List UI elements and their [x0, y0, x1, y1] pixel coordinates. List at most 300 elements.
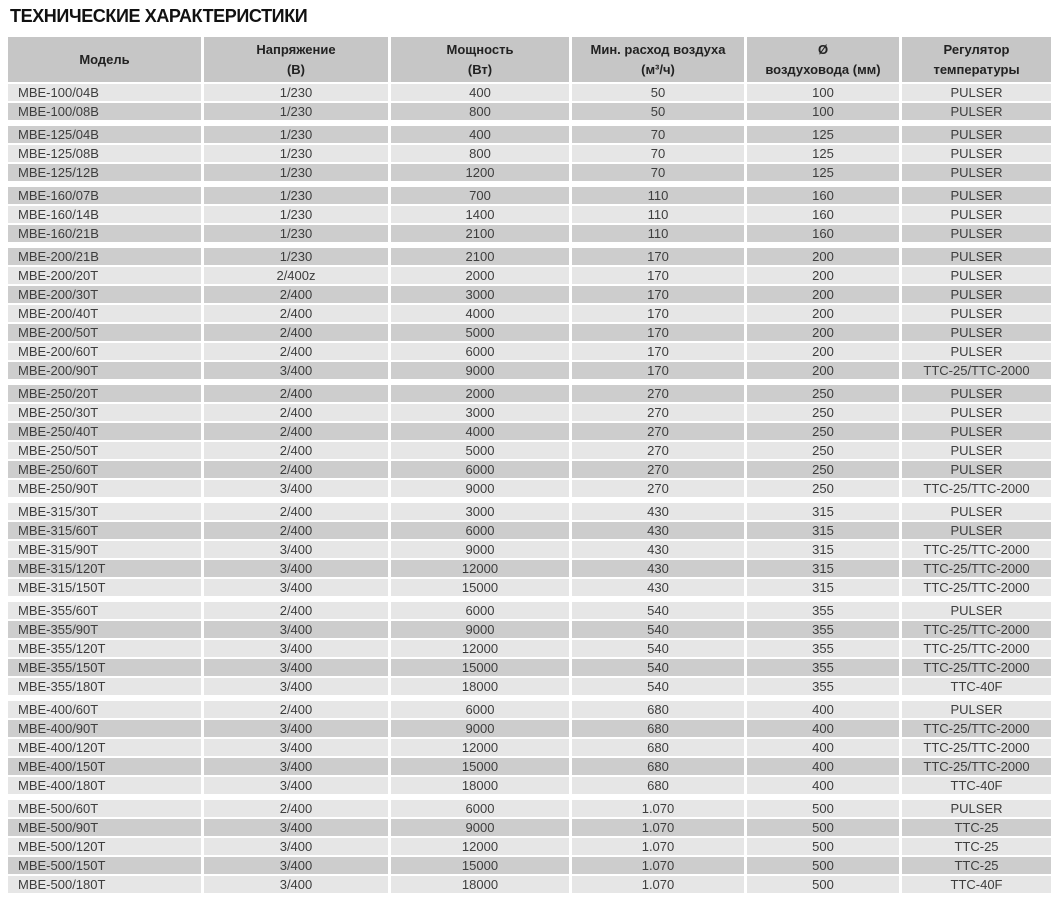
cell-airflow: 50	[572, 103, 747, 122]
cell-regulator: TTC-40F	[902, 678, 1051, 697]
cell-airflow: 270	[572, 423, 747, 442]
column-header-line: Напряжение	[256, 41, 336, 57]
cell-power: 4000	[391, 423, 572, 442]
cell-regulator: TTC-25/TTC-2000	[902, 541, 1051, 560]
cell-model: MBE-250/50T	[8, 442, 204, 461]
cell-model: MBE-400/60T	[8, 701, 204, 720]
cell-airflow: 540	[572, 640, 747, 659]
cell-duct-diameter: 355	[747, 602, 902, 621]
cell-voltage: 1/230	[204, 164, 391, 183]
cell-power: 9000	[391, 621, 572, 640]
cell-airflow: 170	[572, 362, 747, 381]
cell-duct-diameter: 200	[747, 362, 902, 381]
cell-duct-diameter: 125	[747, 164, 902, 183]
cell-voltage: 3/400	[204, 621, 391, 640]
cell-power: 6000	[391, 800, 572, 819]
table-row	[8, 145, 1051, 164]
table-row	[8, 103, 1051, 122]
cell-power: 6000	[391, 602, 572, 621]
cell-duct-diameter: 250	[747, 480, 902, 499]
cell-duct-diameter: 400	[747, 758, 902, 777]
cell-voltage: 3/400	[204, 838, 391, 857]
column-header-voltage	[204, 37, 391, 84]
cell-regulator: TTC-25/TTC-2000	[902, 579, 1051, 598]
table-row	[8, 579, 1051, 598]
cell-voltage: 3/400	[204, 739, 391, 758]
cell-voltage: 1/230	[204, 206, 391, 225]
cell-airflow: 270	[572, 461, 747, 480]
table-row	[8, 838, 1051, 857]
cell-regulator: TTC-25/TTC-2000	[902, 739, 1051, 758]
cell-power: 18000	[391, 678, 572, 697]
cell-regulator: TTC-40F	[902, 777, 1051, 796]
table-row	[8, 461, 1051, 480]
cell-duct-diameter: 500	[747, 819, 902, 838]
cell-model: MBE-400/180T	[8, 777, 204, 796]
cell-model: MBE-400/150T	[8, 758, 204, 777]
cell-voltage: 3/400	[204, 876, 391, 895]
cell-airflow: 430	[572, 522, 747, 541]
column-header-line: (В)	[286, 61, 306, 77]
cell-airflow: 1.070	[572, 819, 747, 838]
cell-model: MBE-355/90T	[8, 621, 204, 640]
cell-model: MBE-500/90T	[8, 819, 204, 838]
table-row	[8, 206, 1051, 225]
cell-airflow: 540	[572, 659, 747, 678]
cell-regulator: PULSER	[902, 126, 1051, 145]
cell-voltage: 2/400	[204, 343, 391, 362]
cell-model: MBE-160/07B	[8, 187, 204, 206]
cell-duct-diameter: 200	[747, 305, 902, 324]
table-row	[8, 343, 1051, 362]
cell-regulator: PULSER	[902, 800, 1051, 819]
cell-regulator: PULSER	[902, 442, 1051, 461]
table-row	[8, 442, 1051, 461]
cell-airflow: 540	[572, 602, 747, 621]
page-title: ТЕХНИЧЕСКИЕ ХАРАКТЕРИСТИКИ	[10, 6, 308, 26]
cell-model: MBE-315/150T	[8, 579, 204, 598]
cell-regulator: PULSER	[902, 461, 1051, 480]
cell-voltage: 1/230	[204, 187, 391, 206]
table-row	[8, 678, 1051, 697]
table-row	[8, 522, 1051, 541]
cell-duct-diameter: 500	[747, 876, 902, 895]
cell-model: MBE-100/04B	[8, 84, 204, 103]
cell-model: MBE-125/12B	[8, 164, 204, 183]
cell-model: MBE-355/180T	[8, 678, 204, 697]
cell-regulator: TTC-25/TTC-2000	[902, 560, 1051, 579]
cell-airflow: 430	[572, 503, 747, 522]
column-header-duct-diameter	[747, 37, 902, 84]
cell-regulator: PULSER	[902, 164, 1051, 183]
cell-duct-diameter: 200	[747, 248, 902, 267]
cell-regulator: TTC-25/TTC-2000	[902, 621, 1051, 640]
cell-duct-diameter: 250	[747, 404, 902, 423]
cell-airflow: 680	[572, 720, 747, 739]
cell-airflow: 170	[572, 267, 747, 286]
specs-table	[8, 37, 1051, 895]
cell-regulator: PULSER	[902, 187, 1051, 206]
cell-duct-diameter: 400	[747, 739, 902, 758]
cell-power: 9000	[391, 541, 572, 560]
cell-regulator: TTC-25/TTC-2000	[902, 758, 1051, 777]
cell-regulator: PULSER	[902, 324, 1051, 343]
cell-voltage: 2/400	[204, 800, 391, 819]
cell-regulator: PULSER	[902, 206, 1051, 225]
cell-model: MBE-315/90T	[8, 541, 204, 560]
table-row	[8, 560, 1051, 579]
cell-airflow: 680	[572, 777, 747, 796]
cell-model: MBE-500/150T	[8, 857, 204, 876]
cell-power: 4000	[391, 305, 572, 324]
table-row	[8, 758, 1051, 777]
cell-voltage: 2/400z	[204, 267, 391, 286]
cell-voltage: 3/400	[204, 857, 391, 876]
cell-duct-diameter: 125	[747, 145, 902, 164]
cell-regulator: TTC-40F	[902, 876, 1051, 895]
table-row	[8, 187, 1051, 206]
cell-airflow: 430	[572, 541, 747, 560]
cell-model: MBE-315/60T	[8, 522, 204, 541]
cell-model: MBE-160/14B	[8, 206, 204, 225]
cell-voltage: 3/400	[204, 579, 391, 598]
cell-power: 18000	[391, 777, 572, 796]
cell-duct-diameter: 250	[747, 442, 902, 461]
cell-voltage: 3/400	[204, 758, 391, 777]
cell-voltage: 2/400	[204, 385, 391, 404]
cell-duct-diameter: 355	[747, 640, 902, 659]
cell-power: 6000	[391, 701, 572, 720]
table-row	[8, 324, 1051, 343]
table-row	[8, 621, 1051, 640]
table-row	[8, 876, 1051, 895]
cell-airflow: 540	[572, 621, 747, 640]
table-row	[8, 819, 1051, 838]
cell-duct-diameter: 200	[747, 343, 902, 362]
cell-duct-diameter: 315	[747, 503, 902, 522]
cell-power: 15000	[391, 758, 572, 777]
cell-duct-diameter: 315	[747, 522, 902, 541]
cell-duct-diameter: 200	[747, 286, 902, 305]
cell-model: MBE-500/120T	[8, 838, 204, 857]
table-row	[8, 503, 1051, 522]
column-header-line: воздуховода (мм)	[765, 61, 881, 77]
cell-regulator: TTC-25/TTC-2000	[902, 480, 1051, 499]
cell-duct-diameter: 125	[747, 126, 902, 145]
cell-regulator: PULSER	[902, 701, 1051, 720]
table-row	[8, 225, 1051, 244]
cell-model: MBE-200/21B	[8, 248, 204, 267]
cell-model: MBE-250/30T	[8, 404, 204, 423]
cell-regulator: PULSER	[902, 522, 1051, 541]
column-header-line: Модель	[79, 51, 130, 67]
cell-model: MBE-160/21B	[8, 225, 204, 244]
table-row	[8, 423, 1051, 442]
cell-power: 400	[391, 84, 572, 103]
cell-voltage: 1/230	[204, 84, 391, 103]
table-row	[8, 640, 1051, 659]
cell-voltage: 3/400	[204, 541, 391, 560]
table-row	[8, 84, 1051, 103]
cell-voltage: 2/400	[204, 503, 391, 522]
cell-model: MBE-355/60T	[8, 602, 204, 621]
cell-regulator: PULSER	[902, 503, 1051, 522]
cell-airflow: 70	[572, 164, 747, 183]
cell-model: MBE-200/60T	[8, 343, 204, 362]
cell-airflow: 1.070	[572, 857, 747, 876]
cell-airflow: 1.070	[572, 838, 747, 857]
table-row	[8, 857, 1051, 876]
table-row	[8, 541, 1051, 560]
cell-regulator: TTC-25	[902, 857, 1051, 876]
cell-airflow: 270	[572, 404, 747, 423]
cell-model: MBE-355/150T	[8, 659, 204, 678]
cell-voltage: 3/400	[204, 678, 391, 697]
cell-regulator: PULSER	[902, 267, 1051, 286]
cell-voltage: 3/400	[204, 777, 391, 796]
cell-duct-diameter: 500	[747, 800, 902, 819]
cell-duct-diameter: 355	[747, 678, 902, 697]
cell-model: MBE-315/30T	[8, 503, 204, 522]
cell-duct-diameter: 355	[747, 659, 902, 678]
specs-table-header	[8, 37, 1051, 84]
cell-power: 6000	[391, 343, 572, 362]
cell-power: 400	[391, 126, 572, 145]
cell-power: 9000	[391, 480, 572, 499]
cell-airflow: 170	[572, 324, 747, 343]
cell-airflow: 170	[572, 248, 747, 267]
cell-model: MBE-200/40T	[8, 305, 204, 324]
cell-regulator: PULSER	[902, 84, 1051, 103]
table-row	[8, 362, 1051, 381]
cell-airflow: 1.070	[572, 800, 747, 819]
table-row	[8, 126, 1051, 145]
cell-voltage: 3/400	[204, 480, 391, 499]
cell-voltage: 2/400	[204, 305, 391, 324]
cell-model: MBE-355/120T	[8, 640, 204, 659]
cell-voltage: 2/400	[204, 602, 391, 621]
specs-table-body	[8, 84, 1051, 895]
cell-power: 5000	[391, 324, 572, 343]
cell-voltage: 1/230	[204, 248, 391, 267]
cell-duct-diameter: 250	[747, 423, 902, 442]
cell-airflow: 540	[572, 678, 747, 697]
cell-power: 12000	[391, 640, 572, 659]
column-header-line: Ø	[817, 41, 829, 57]
cell-power: 9000	[391, 720, 572, 739]
table-row	[8, 701, 1051, 720]
cell-power: 800	[391, 103, 572, 122]
cell-power: 2000	[391, 267, 572, 286]
cell-power: 12000	[391, 739, 572, 758]
cell-model: MBE-200/30T	[8, 286, 204, 305]
table-row	[8, 286, 1051, 305]
cell-duct-diameter: 500	[747, 838, 902, 857]
cell-airflow: 430	[572, 579, 747, 598]
cell-voltage: 3/400	[204, 640, 391, 659]
cell-regulator: PULSER	[902, 423, 1051, 442]
cell-duct-diameter: 160	[747, 206, 902, 225]
cell-model: MBE-100/08B	[8, 103, 204, 122]
cell-model: MBE-315/120T	[8, 560, 204, 579]
cell-regulator: PULSER	[902, 145, 1051, 164]
cell-duct-diameter: 400	[747, 777, 902, 796]
cell-duct-diameter: 355	[747, 621, 902, 640]
cell-regulator: TTC-25/TTC-2000	[902, 640, 1051, 659]
table-row	[8, 777, 1051, 796]
cell-model: MBE-125/04B	[8, 126, 204, 145]
cell-power: 700	[391, 187, 572, 206]
cell-duct-diameter: 100	[747, 103, 902, 122]
cell-power: 1200	[391, 164, 572, 183]
table-row	[8, 305, 1051, 324]
table-row	[8, 248, 1051, 267]
cell-airflow: 270	[572, 480, 747, 499]
table-row	[8, 800, 1051, 819]
table-row	[8, 659, 1051, 678]
cell-model: MBE-125/08B	[8, 145, 204, 164]
cell-airflow: 270	[572, 385, 747, 404]
table-row	[8, 385, 1051, 404]
cell-regulator: TTC-25	[902, 819, 1051, 838]
cell-airflow: 170	[572, 305, 747, 324]
cell-duct-diameter: 315	[747, 560, 902, 579]
cell-model: MBE-400/90T	[8, 720, 204, 739]
table-row	[8, 404, 1051, 423]
cell-regulator: PULSER	[902, 385, 1051, 404]
cell-duct-diameter: 200	[747, 267, 902, 286]
column-header-line: (м³/ч)	[641, 61, 675, 77]
cell-airflow: 680	[572, 758, 747, 777]
cell-regulator: TTC-25/TTC-2000	[902, 659, 1051, 678]
cell-voltage: 2/400	[204, 404, 391, 423]
column-header-line: (Вт)	[467, 61, 493, 77]
cell-airflow: 270	[572, 442, 747, 461]
cell-duct-diameter: 400	[747, 720, 902, 739]
table-row	[8, 602, 1051, 621]
cell-power: 1400	[391, 206, 572, 225]
cell-duct-diameter: 315	[747, 541, 902, 560]
cell-power: 18000	[391, 876, 572, 895]
cell-airflow: 110	[572, 206, 747, 225]
column-header-power	[391, 37, 572, 84]
column-header-regulator	[902, 37, 1051, 84]
cell-model: MBE-250/60T	[8, 461, 204, 480]
cell-regulator: PULSER	[902, 286, 1051, 305]
table-row	[8, 739, 1051, 758]
column-header-airflow	[572, 37, 747, 84]
cell-power: 3000	[391, 286, 572, 305]
cell-regulator: PULSER	[902, 404, 1051, 423]
cell-power: 2100	[391, 225, 572, 244]
cell-power: 2000	[391, 385, 572, 404]
cell-duct-diameter: 100	[747, 84, 902, 103]
table-row	[8, 720, 1051, 739]
cell-voltage: 2/400	[204, 442, 391, 461]
cell-voltage: 3/400	[204, 362, 391, 381]
cell-power: 15000	[391, 579, 572, 598]
cell-power: 15000	[391, 857, 572, 876]
cell-model: MBE-200/20T	[8, 267, 204, 286]
cell-regulator: TTC-25/TTC-2000	[902, 362, 1051, 381]
cell-model: MBE-500/60T	[8, 800, 204, 819]
cell-airflow: 170	[572, 343, 747, 362]
cell-airflow: 170	[572, 286, 747, 305]
cell-power: 3000	[391, 503, 572, 522]
cell-voltage: 2/400	[204, 701, 391, 720]
cell-airflow: 70	[572, 126, 747, 145]
cell-regulator: PULSER	[902, 225, 1051, 244]
cell-duct-diameter: 315	[747, 579, 902, 598]
cell-voltage: 1/230	[204, 145, 391, 164]
cell-duct-diameter: 250	[747, 461, 902, 480]
cell-regulator: PULSER	[902, 248, 1051, 267]
cell-airflow: 430	[572, 560, 747, 579]
cell-voltage: 2/400	[204, 423, 391, 442]
cell-model: MBE-250/90T	[8, 480, 204, 499]
header-row	[8, 37, 1051, 84]
cell-voltage: 1/230	[204, 103, 391, 122]
cell-power: 15000	[391, 659, 572, 678]
cell-airflow: 110	[572, 187, 747, 206]
cell-voltage: 2/400	[204, 324, 391, 343]
column-header-line: Мин. расход воздуха	[590, 41, 726, 57]
cell-voltage: 3/400	[204, 659, 391, 678]
cell-duct-diameter: 250	[747, 385, 902, 404]
cell-power: 2100	[391, 248, 572, 267]
cell-power: 3000	[391, 404, 572, 423]
cell-model: MBE-400/120T	[8, 739, 204, 758]
cell-model: MBE-200/50T	[8, 324, 204, 343]
cell-airflow: 680	[572, 701, 747, 720]
cell-voltage: 3/400	[204, 819, 391, 838]
cell-regulator: PULSER	[902, 103, 1051, 122]
cell-airflow: 1.070	[572, 876, 747, 895]
table-row	[8, 480, 1051, 499]
cell-voltage: 2/400	[204, 461, 391, 480]
column-header-line: температуры	[933, 61, 1020, 77]
cell-voltage: 1/230	[204, 225, 391, 244]
cell-model: MBE-250/20T	[8, 385, 204, 404]
cell-power: 5000	[391, 442, 572, 461]
cell-airflow: 70	[572, 145, 747, 164]
cell-model: MBE-500/180T	[8, 876, 204, 895]
cell-power: 9000	[391, 362, 572, 381]
cell-duct-diameter: 500	[747, 857, 902, 876]
cell-regulator: PULSER	[902, 602, 1051, 621]
cell-power: 12000	[391, 560, 572, 579]
cell-duct-diameter: 200	[747, 324, 902, 343]
cell-power: 9000	[391, 819, 572, 838]
cell-voltage: 3/400	[204, 560, 391, 579]
cell-duct-diameter: 400	[747, 701, 902, 720]
cell-airflow: 680	[572, 739, 747, 758]
column-header-line: Регулятор	[943, 41, 1010, 57]
cell-voltage: 1/230	[204, 126, 391, 145]
cell-power: 12000	[391, 838, 572, 857]
column-header-model	[8, 37, 204, 84]
cell-voltage: 3/400	[204, 720, 391, 739]
table-row	[8, 267, 1051, 286]
cell-duct-diameter: 160	[747, 187, 902, 206]
cell-regulator: TTC-25/TTC-2000	[902, 720, 1051, 739]
cell-power: 6000	[391, 522, 572, 541]
cell-airflow: 50	[572, 84, 747, 103]
cell-regulator: TTC-25	[902, 838, 1051, 857]
cell-regulator: PULSER	[902, 305, 1051, 324]
cell-model: MBE-250/40T	[8, 423, 204, 442]
cell-voltage: 2/400	[204, 286, 391, 305]
